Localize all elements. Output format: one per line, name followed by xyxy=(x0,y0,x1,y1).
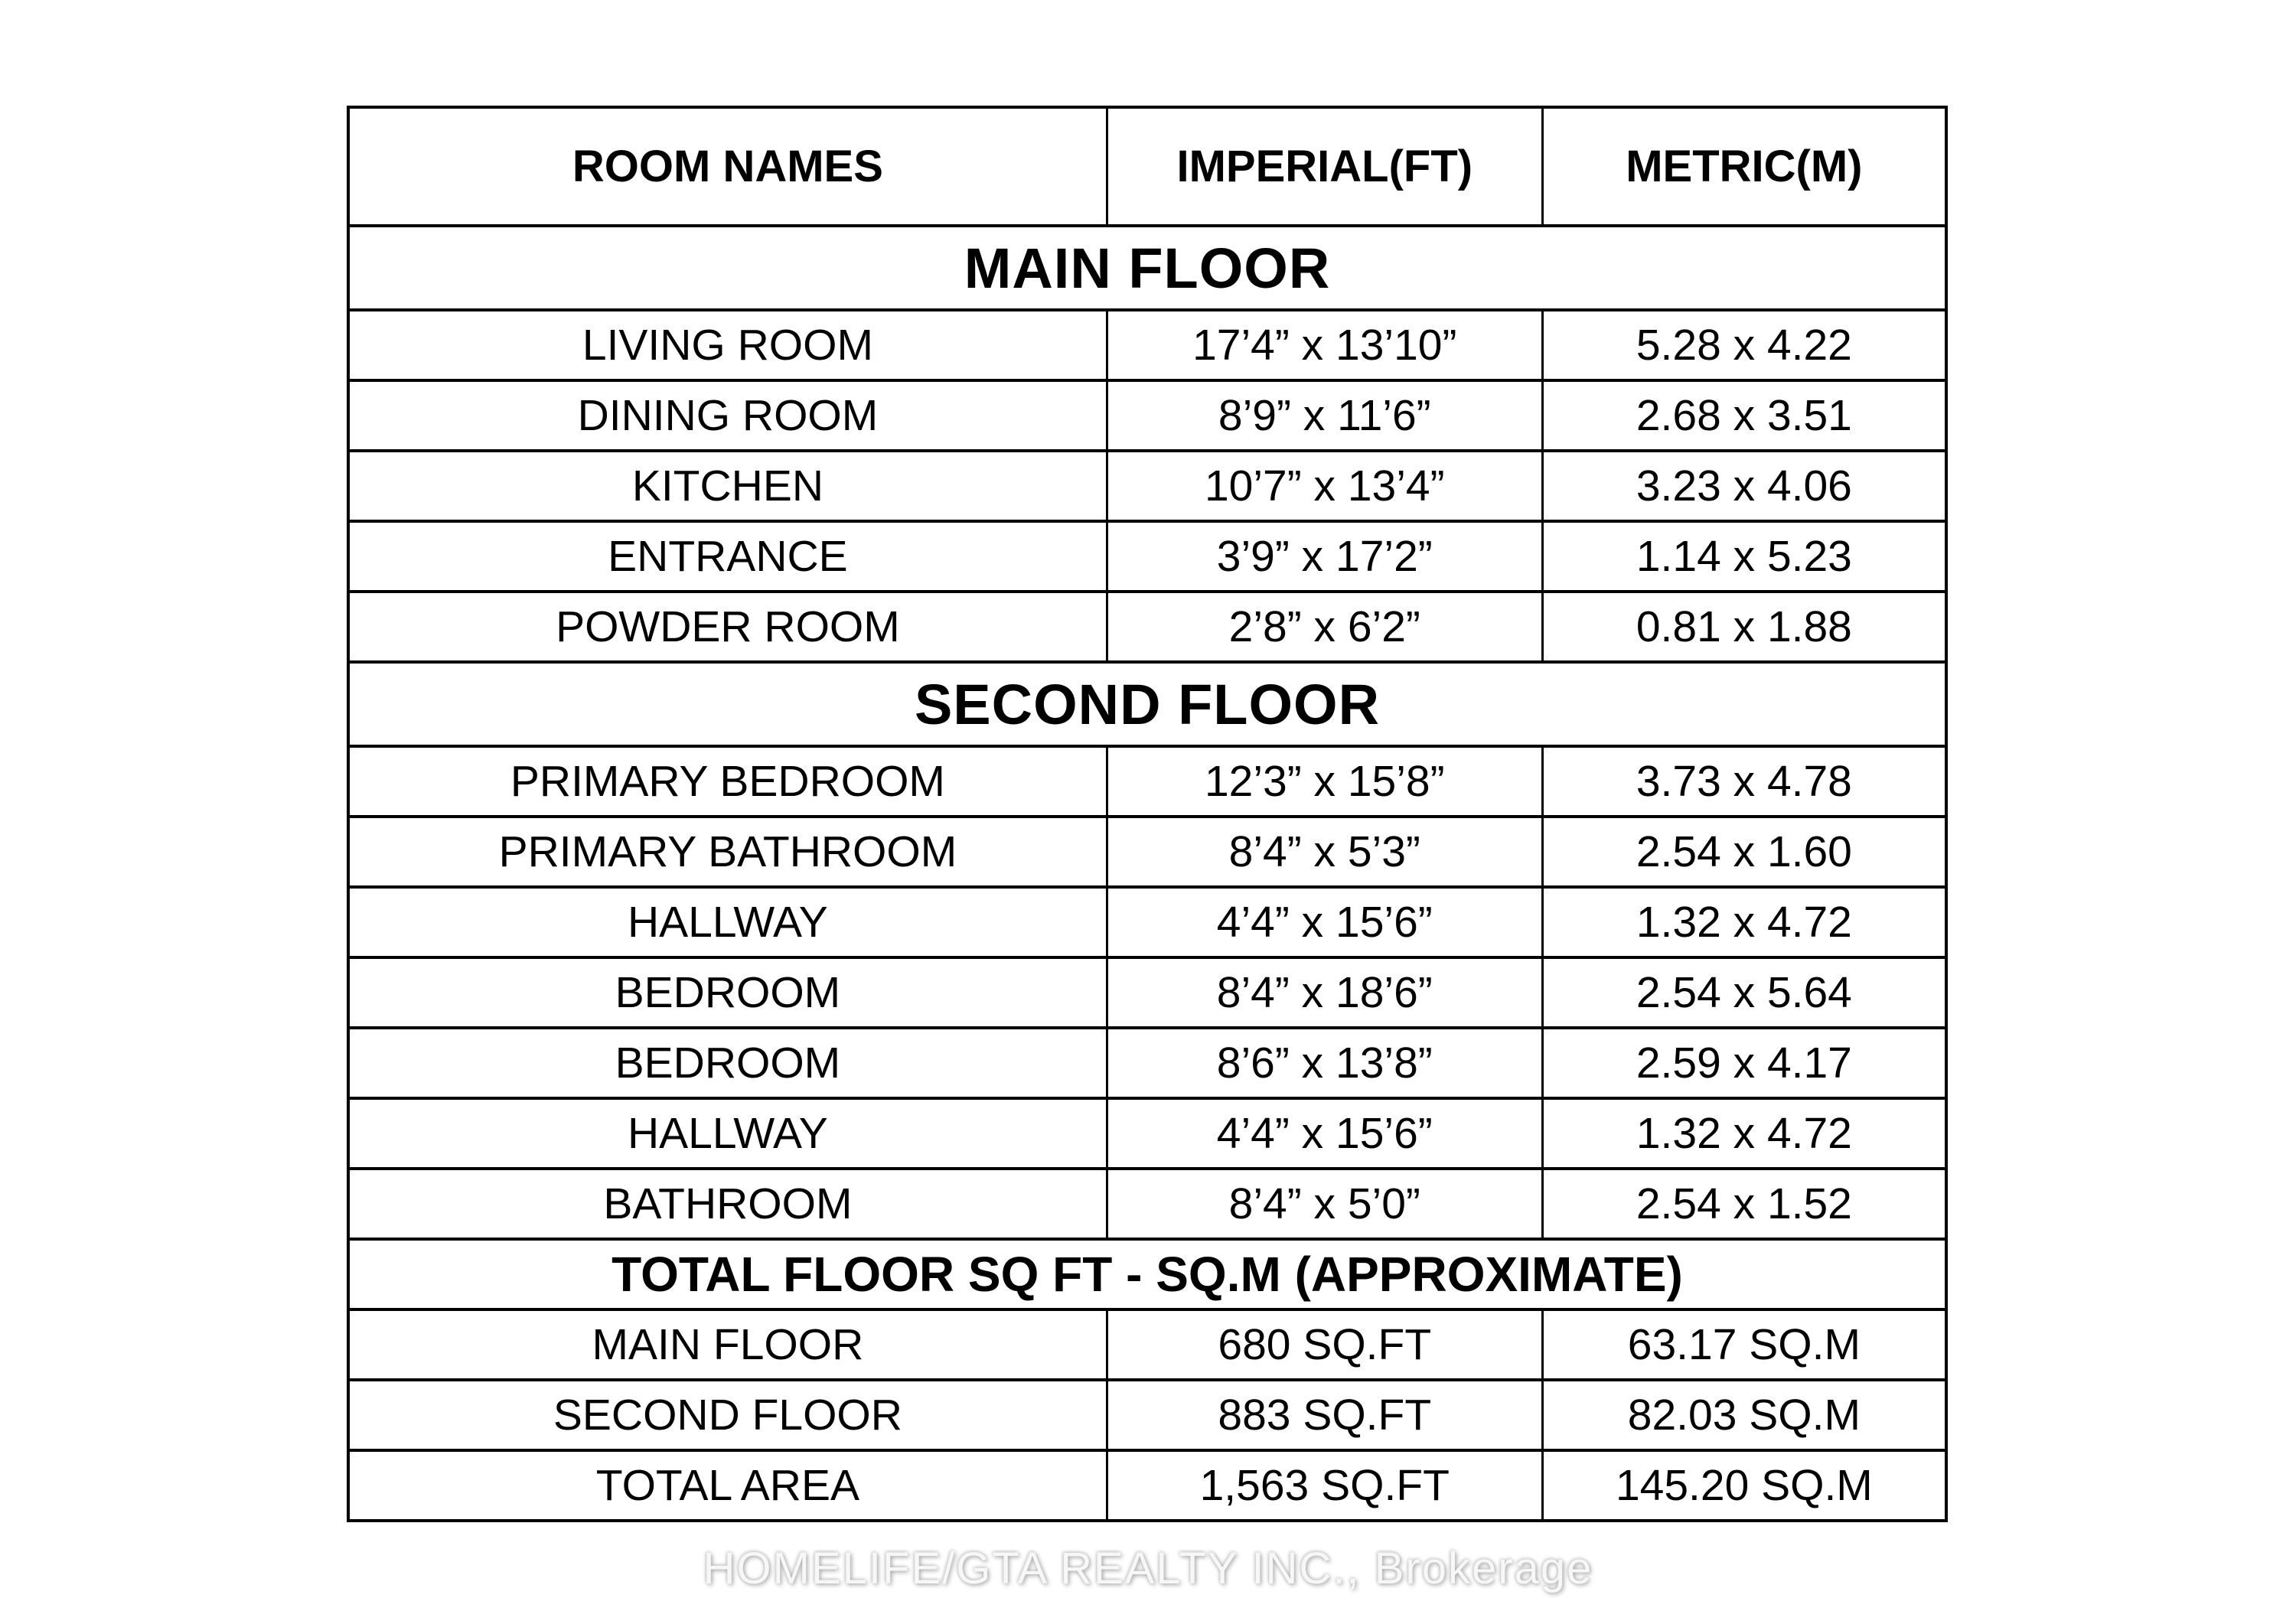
room-name-cell: DINING ROOM xyxy=(577,391,879,440)
imperial-cell: 4’4” x 15’6” xyxy=(1106,1100,1541,1167)
imperial-cell: 3’9” x 17’2” xyxy=(1106,523,1541,590)
room-name-cell: ENTRANCE xyxy=(608,532,848,581)
metric-cell: 3.23 x 4.06 xyxy=(1541,452,1945,520)
room-name-cell: PRIMARY BEDROOM xyxy=(510,757,945,806)
metric-cell: 1.32 x 4.72 xyxy=(1541,889,1945,956)
table-row xyxy=(350,590,1945,660)
column-header-metric: METRIC(M) xyxy=(1541,109,1945,224)
imperial-cell: 8’6” x 13’8” xyxy=(1106,1029,1541,1097)
table-row xyxy=(350,745,1945,815)
section-title: TOTAL FLOOR SQ FT - SQ.M (APPROXIMATE) xyxy=(612,1247,1683,1302)
table-header-row xyxy=(350,109,1945,224)
metric-cell: 1.14 x 5.23 xyxy=(1541,523,1945,590)
imperial-cell: 8’4” x 5’0” xyxy=(1106,1170,1541,1238)
column-header-room-names: ROOM NAMES xyxy=(572,142,883,191)
room-name-cell: BATHROOM xyxy=(603,1179,853,1228)
table-row xyxy=(350,1378,1945,1449)
column-header-imperial: IMPERIAL(FT) xyxy=(1106,109,1541,224)
room-name-cell: BEDROOM xyxy=(615,968,841,1017)
section-title: MAIN FLOOR xyxy=(964,236,1331,300)
room-name-cell: HALLWAY xyxy=(627,1109,828,1158)
table-row xyxy=(350,1167,1945,1238)
table-row xyxy=(350,308,1945,379)
metric-cell: 3.73 x 4.78 xyxy=(1541,748,1945,815)
section-banner-totals xyxy=(350,1238,1945,1308)
section-banner-second-floor xyxy=(350,660,1945,745)
room-name-cell: HALLWAY xyxy=(627,898,828,947)
table-row xyxy=(350,1097,1945,1167)
imperial-cell: 10’7” x 13’4” xyxy=(1106,452,1541,520)
metric-cell: 2.54 x 1.52 xyxy=(1541,1170,1945,1238)
table-row xyxy=(350,885,1945,956)
imperial-cell: 883 SQ.FT xyxy=(1106,1381,1541,1449)
room-name-cell: TOTAL AREA xyxy=(595,1461,860,1510)
table-row xyxy=(350,1449,1945,1519)
room-name-cell: MAIN FLOOR xyxy=(592,1320,864,1369)
metric-cell: 2.54 x 5.64 xyxy=(1541,959,1945,1026)
table-row xyxy=(350,1026,1945,1097)
metric-cell: 5.28 x 4.22 xyxy=(1541,311,1945,379)
imperial-cell: 8’4” x 18’6” xyxy=(1106,959,1541,1026)
metric-cell: 63.17 SQ.M xyxy=(1541,1311,1945,1378)
room-name-cell: KITCHEN xyxy=(631,461,823,510)
imperial-cell: 1,563 SQ.FT xyxy=(1106,1452,1541,1519)
imperial-cell: 4’4” x 15’6” xyxy=(1106,889,1541,956)
section-banner-main-floor xyxy=(350,224,1945,308)
room-name-cell: SECOND FLOOR xyxy=(553,1391,902,1440)
imperial-cell: 17’4” x 13’10” xyxy=(1106,311,1541,379)
imperial-cell: 680 SQ.FT xyxy=(1106,1311,1541,1378)
room-name-cell: POWDER ROOM xyxy=(556,602,900,651)
section-title: SECOND FLOOR xyxy=(914,672,1381,736)
imperial-cell: 2’8” x 6’2” xyxy=(1106,593,1541,660)
brokerage-watermark: HOMELIFE/GTA REALTY INC., Brokerage xyxy=(703,1544,1593,1593)
metric-cell: 2.68 x 3.51 xyxy=(1541,382,1945,449)
table-row xyxy=(350,449,1945,520)
room-dimensions-table xyxy=(347,106,1948,1522)
table-row xyxy=(350,520,1945,590)
imperial-cell: 12’3” x 15’8” xyxy=(1106,748,1541,815)
metric-cell: 1.32 x 4.72 xyxy=(1541,1100,1945,1167)
metric-cell: 0.81 x 1.88 xyxy=(1541,593,1945,660)
metric-cell: 145.20 SQ.M xyxy=(1541,1452,1945,1519)
room-name-cell: BEDROOM xyxy=(615,1039,841,1088)
table-row xyxy=(350,1308,1945,1378)
metric-cell: 2.59 x 4.17 xyxy=(1541,1029,1945,1097)
metric-cell: 82.03 SQ.M xyxy=(1541,1381,1945,1449)
room-name-cell: LIVING ROOM xyxy=(582,321,873,370)
room-name-cell: PRIMARY BATHROOM xyxy=(498,827,957,876)
table-row xyxy=(350,815,1945,885)
imperial-cell: 8’4” x 5’3” xyxy=(1106,818,1541,885)
metric-cell: 2.54 x 1.60 xyxy=(1541,818,1945,885)
table-row xyxy=(350,379,1945,449)
imperial-cell: 8’9” x 11’6” xyxy=(1106,382,1541,449)
table-row xyxy=(350,956,1945,1026)
